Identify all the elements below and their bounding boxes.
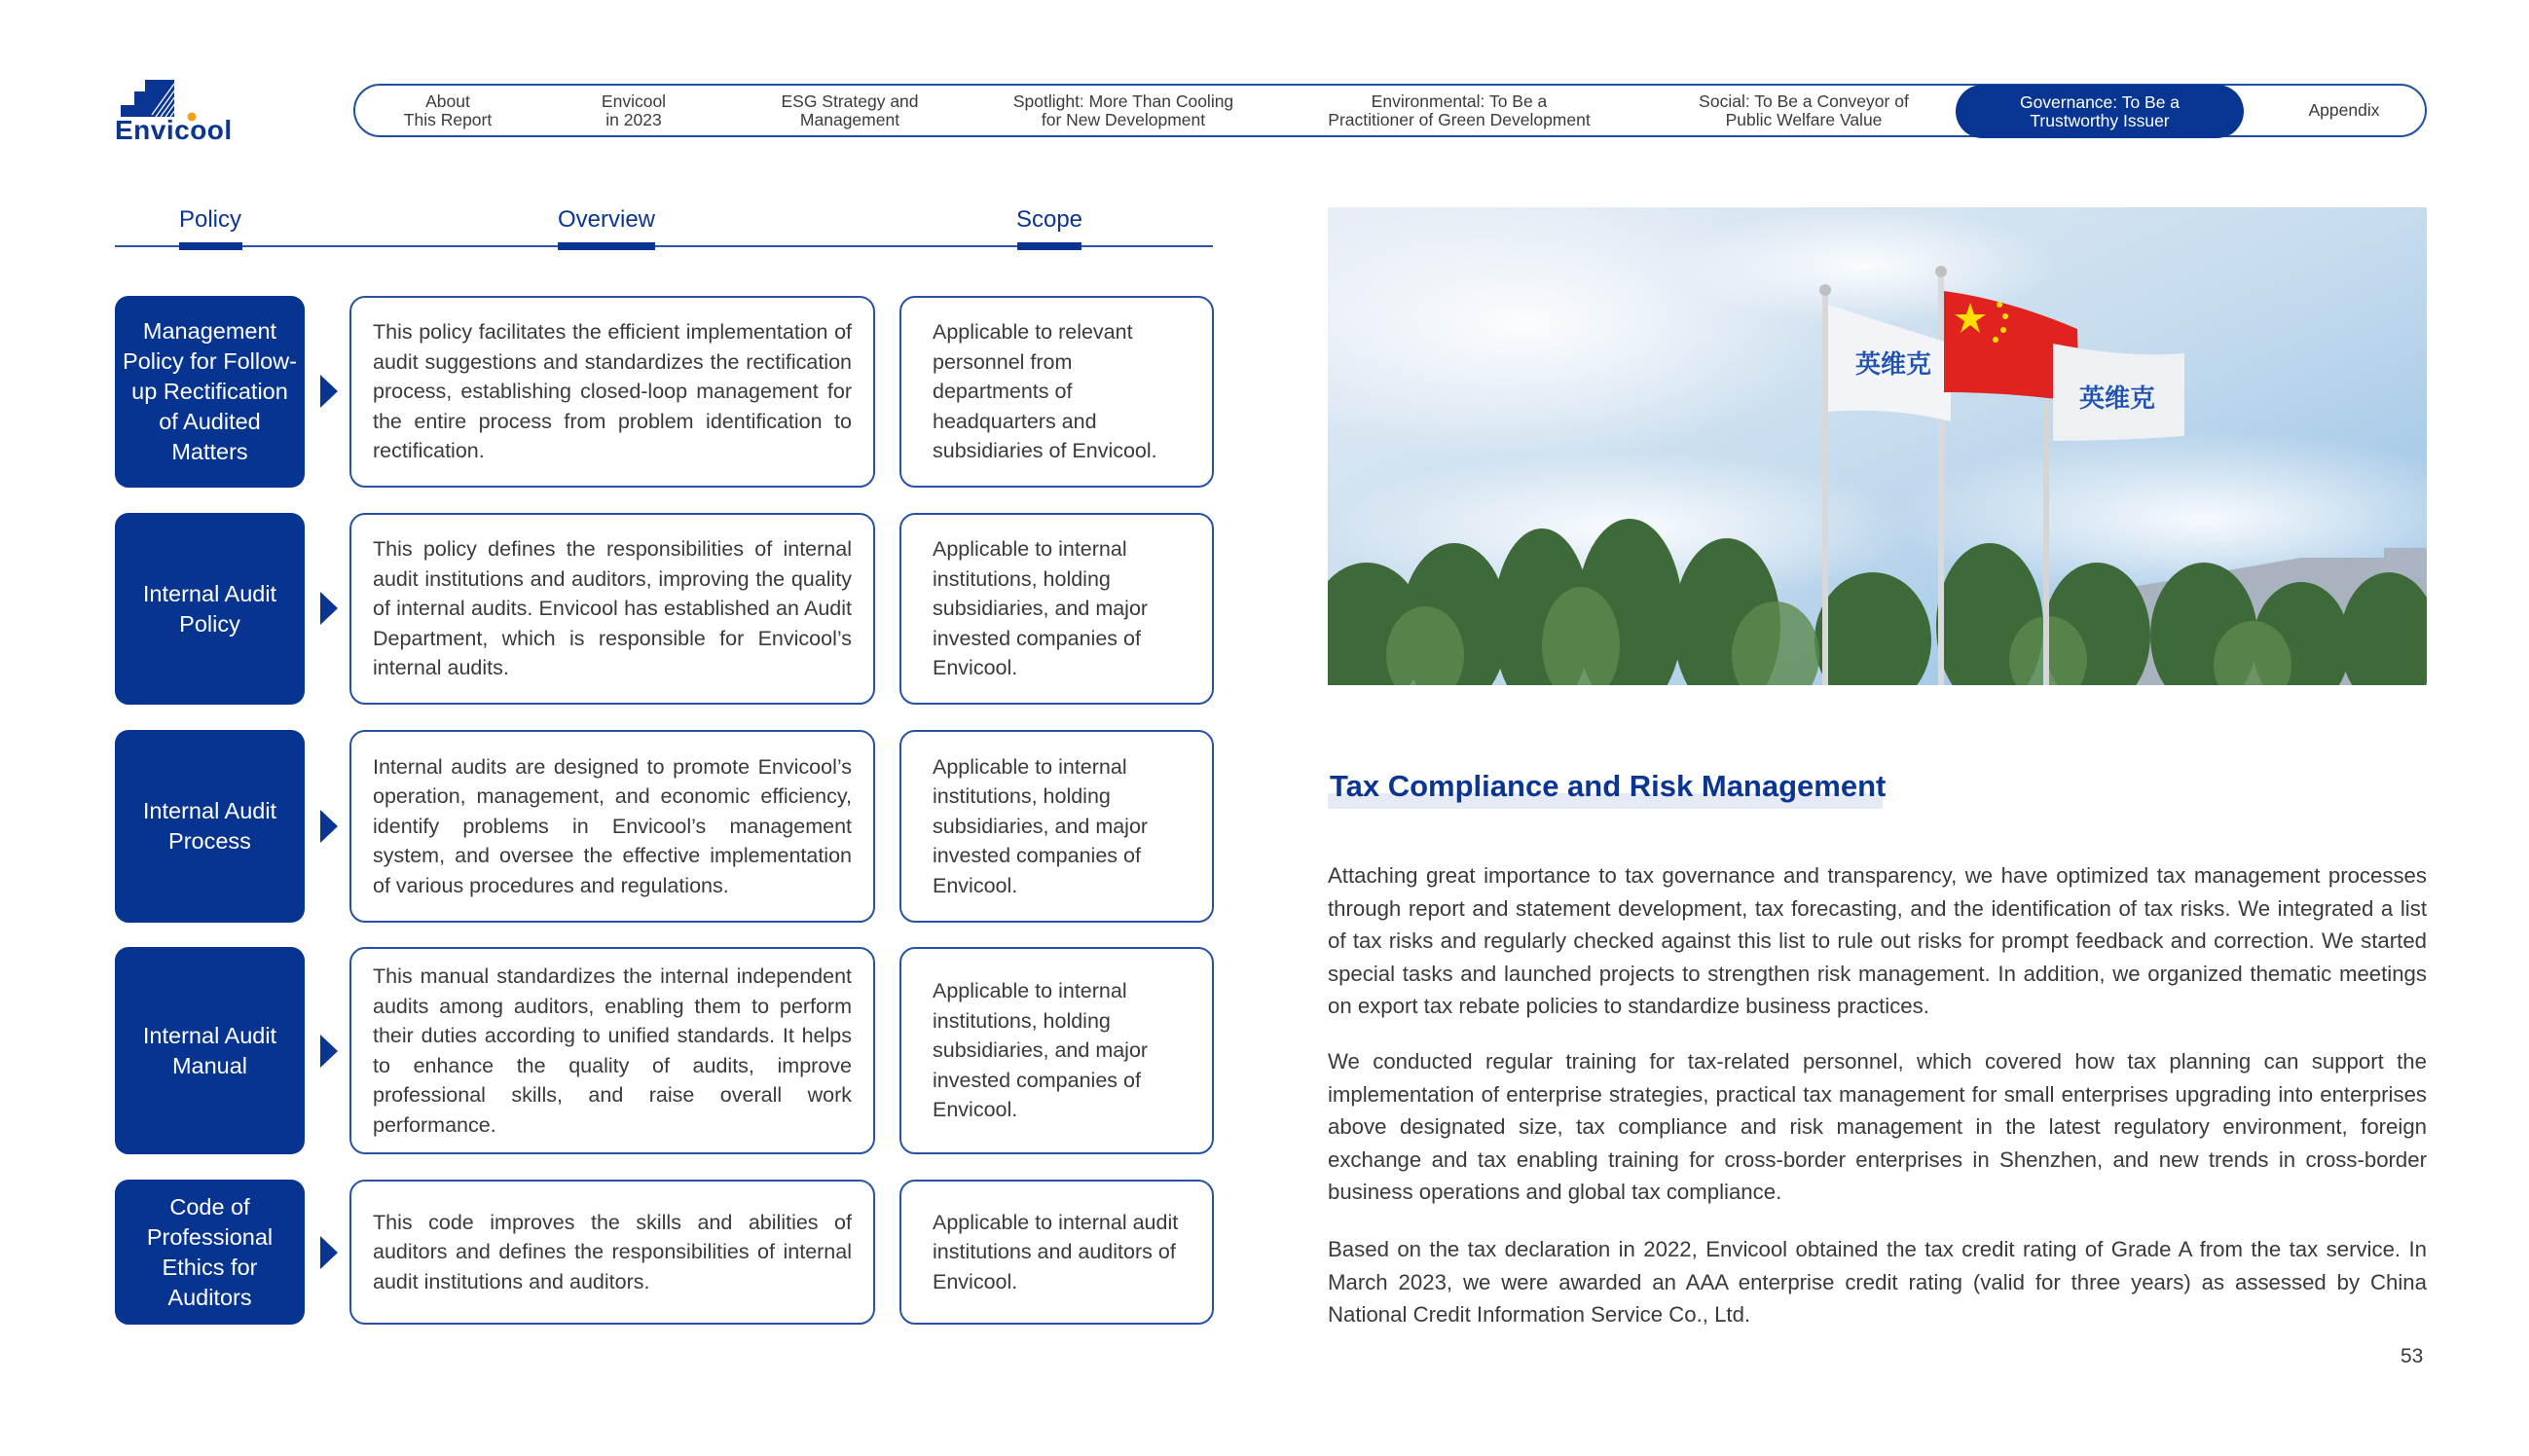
scope-text: Applicable to internal institutions, holding subsidiaries, and major invested companies of Envicool.: [933, 754, 1149, 897]
overview-box: [349, 730, 875, 923]
nav-governance-active[interactable]: Governance: To Be a Trustworthy Issuer: [1956, 85, 2244, 138]
policy-name: Code of Professional Ethics for Auditors: [146, 1193, 274, 1310]
scope-text: Applicable to relevant personnel from departments of headquarters and subsidiaries of Envicool.: [933, 320, 1157, 463]
header-marker-scope: [1017, 242, 1081, 250]
policy-name-box: [115, 513, 305, 705]
section-nav: [353, 84, 2427, 137]
policy-name-box: [115, 947, 305, 1154]
scope-text: Applicable to internal institutions, holding subsidiaries, and major invested companies of Envicool.: [933, 979, 1149, 1122]
paragraph: Attaching great importance to tax governance and transparency, we have optimized tax management processes through report and statement development, tax forecasting, and the identification of tax risks. We integrated a list of tax risks and regularly checked against this list to rule out risks for prompt feedback and correction. We started special tasks and launched projects to strengthen risk management. In addition, we organized thematic meetings on export tax rebate policies to standardize business practices.: [1328, 863, 2427, 1018]
envicool-logo: [113, 78, 243, 142]
flag-photo: [1328, 207, 2427, 685]
section-heading: Tax Compliance and Risk Management: [1330, 769, 1887, 803]
page-number: 53: [2401, 1345, 2424, 1367]
svg-text:英维克: 英维克: [1855, 350, 1932, 380]
overview-text: Internal audits are designed to promote Envicool’s operation, management, and economic efficiency, identify problems in Envicool’s management system, and oversee the effective implementation of various procedures and regulations.: [373, 754, 852, 897]
overview-box: [349, 296, 875, 488]
column-header-policy: Policy: [178, 206, 242, 233]
column-header-overview: Overview: [557, 206, 656, 233]
arrow-right-icon: [320, 1035, 338, 1068]
policy-name-box: [115, 1180, 305, 1325]
policy-name: Internal Audit Process: [142, 798, 277, 854]
policy-name: Internal Audit Manual: [142, 1022, 277, 1078]
scope-text: Applicable to internal audit institutions and auditors of Envicool.: [933, 1210, 1179, 1293]
scope-box: [899, 513, 1214, 705]
paragraph: Based on the tax declaration in 2022, Envicool obtained the tax credit rating of Grade A from the tax service. In March 2023, we were awarded an AAA enterprise credit rating (valid for three years) as assessed by China National Credit Information Service Co., Ltd.: [1328, 1237, 2427, 1327]
nav-esg-strategy[interactable]: ESG Strategy and Management: [781, 91, 919, 129]
scope-box: [899, 296, 1214, 488]
policy-name: Management Policy for Follow-up Rectification of Audited Matters: [123, 318, 297, 464]
policy-name: Internal Audit Policy: [142, 580, 277, 637]
scope-box: [899, 1180, 1214, 1325]
overview-box: [349, 1180, 875, 1325]
arrow-right-icon: [320, 1236, 338, 1269]
scope-box: [899, 947, 1214, 1154]
policy-name-box: [115, 296, 305, 488]
scope-box: [899, 730, 1214, 923]
svg-text:Envicool: Envicool: [115, 115, 233, 142]
nav-about-this-report[interactable]: About This Report: [403, 91, 493, 129]
arrow-right-icon: [320, 592, 338, 625]
overview-text: This policy facilitates the efficient implementation of audit suggestions and standardizes the rectification process, establishing closed-loop management for the entire process from problem identification to rectification.: [373, 320, 852, 463]
policy-name-box: [115, 730, 305, 923]
overview-box: [349, 513, 875, 705]
header-marker-overview: [558, 242, 655, 250]
column-header-scope: Scope: [1015, 206, 1083, 233]
nav-social[interactable]: Social: To Be a Conveyor of Public Welfare Value: [1699, 91, 1909, 129]
scope-text: Applicable to internal institutions, holding subsidiaries, and major invested companies of Envicool.: [933, 537, 1149, 680]
nav-environmental[interactable]: Environmental: To Be a Practitioner of Green Development: [1328, 91, 1591, 129]
svg-text:英维克: 英维克: [2079, 384, 2156, 414]
overview-text: This code improves the skills and abilities of auditors and defines the responsibilities of internal audit institutions and auditors.: [373, 1210, 852, 1293]
header-marker-policy: [179, 242, 242, 250]
nav-spotlight[interactable]: Spotlight: More Than Cooling for New Development: [1012, 91, 1234, 129]
overview-box: [349, 947, 875, 1154]
nav-envicool-in-2023[interactable]: Envicool in 2023: [601, 91, 667, 129]
nav-appendix[interactable]: Appendix: [2308, 100, 2380, 120]
arrow-right-icon: [320, 810, 338, 843]
overview-text: This manual standardizes the internal independent audits among auditors, enabling them to perform their duties according to unified standards. It helps to enhance the quality of audits, improve professional skills, and raise overall work performance.: [373, 965, 852, 1137]
arrow-right-icon: [320, 375, 338, 408]
overview-text: This policy defines the responsibilities of internal audit institutions and auditors, improving the quality of internal audits. Envicool has established an Audit Department, which is responsible for Envicool’s internal audits.: [373, 537, 852, 680]
paragraph: We conducted regular training for tax-related personnel, which covered how tax planning can support the implementation of enterprise strategies, practical tax management for small enterprises upgrading into enterprises above designated size, tax compliance and risk management in the latest regulatory environment, foreign exchange and tax enabling training for cross-border enterprises in Shenzhen, and new trends in cross-border business operations and global tax compliance.: [1328, 1049, 2427, 1204]
